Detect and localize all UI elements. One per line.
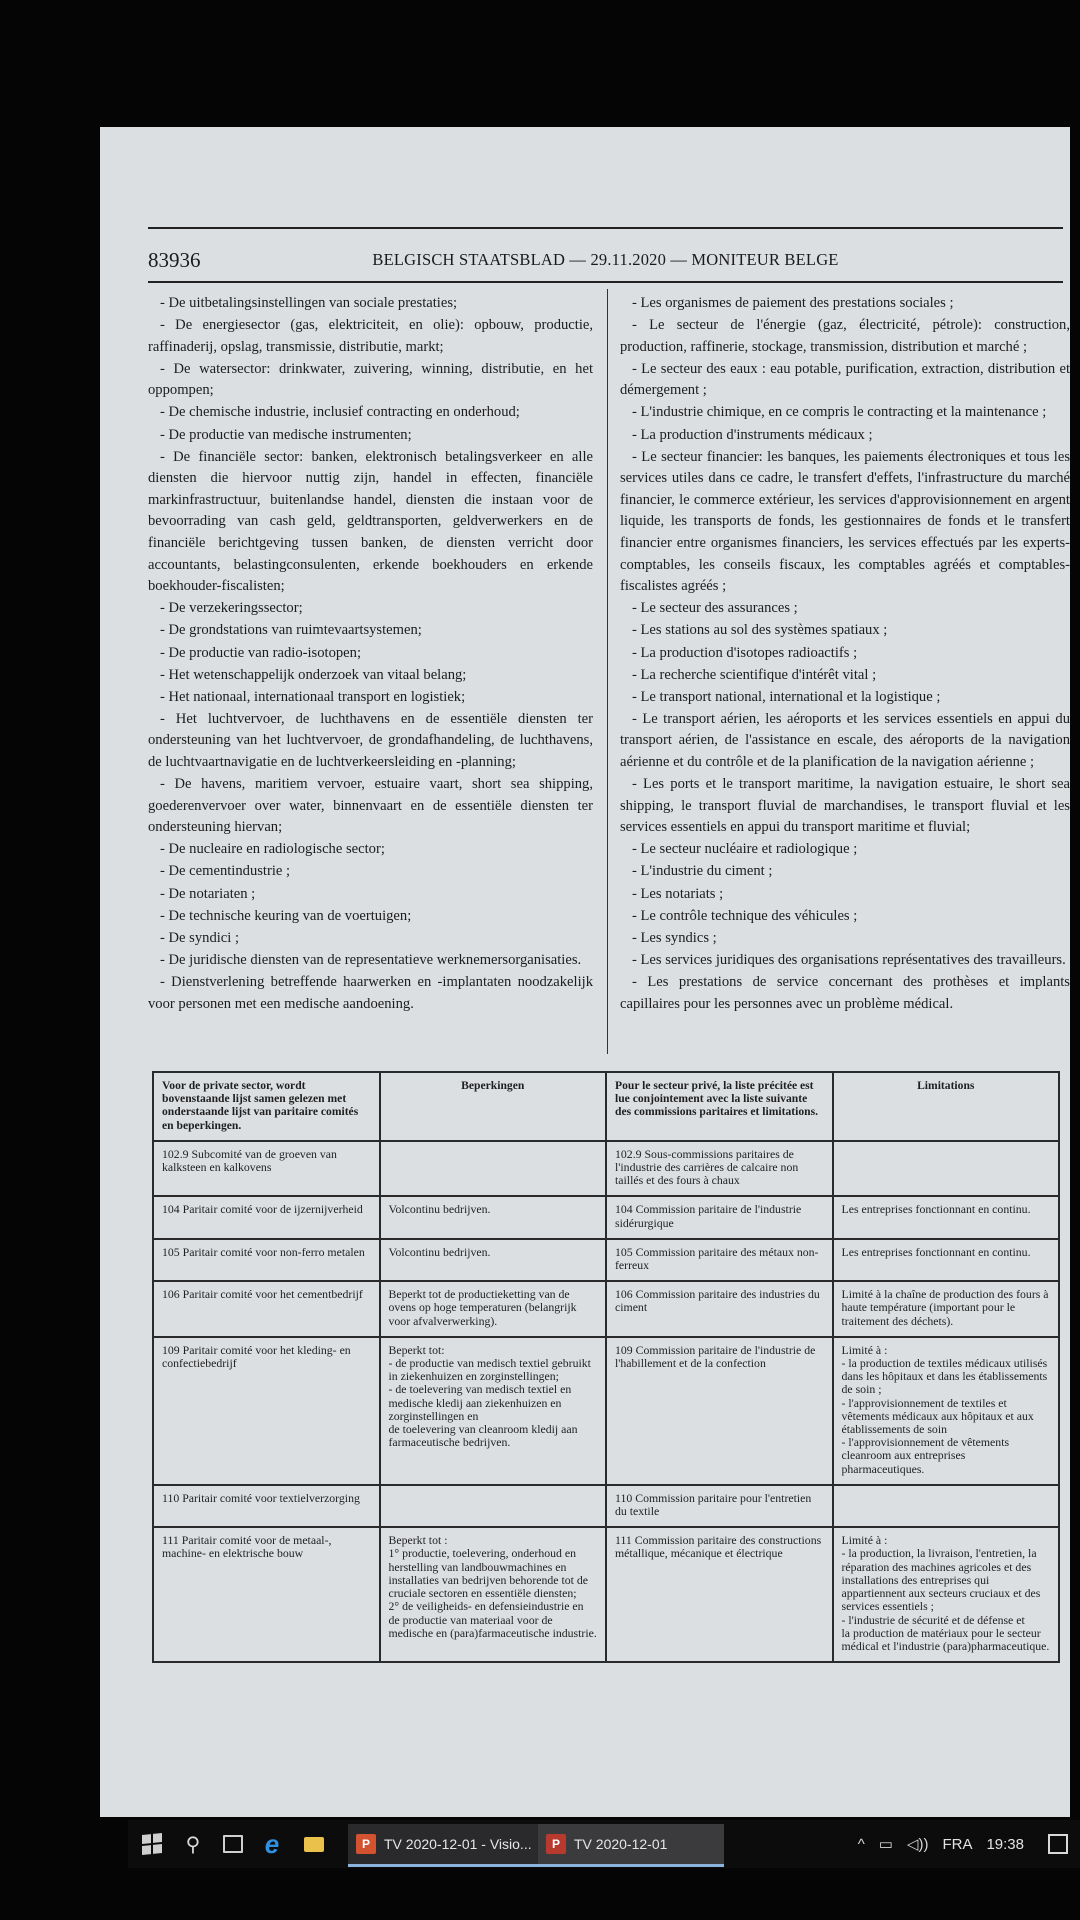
- folder-icon: [304, 1837, 324, 1852]
- list-item: - La production d'isotopes radioactifs ;: [632, 644, 858, 661]
- page-number: 83936: [148, 248, 201, 272]
- table-cell: [380, 1527, 607, 1662]
- table-header: Pour le secteur privé, la liste précitée est lue conjointement avec la liste suivante des commissions paritaires et limitations.: [606, 1072, 833, 1141]
- table-row: [153, 1141, 1059, 1197]
- table-cell-line: 102.9 Subcomité van de groeven van kalksteen en kalkovens: [162, 1146, 337, 1175]
- table-cell: [833, 1337, 1060, 1485]
- table-cell: [606, 1337, 833, 1485]
- list-item: - Les ports et le transport maritime, la navigation estuaire, le short sea shipping, le transport fluvial de marchandises, le transport fluvial et les services essentiels en appui du transport maritime et fluvial;: [620, 776, 1070, 836]
- list-item: - Les prestations de service concernant des prothèses et implants capillaires pour les personnes avec un problème médical.: [620, 973, 1070, 1012]
- table-cell-line: 105 Paritair comité voor non-ferro metalen: [162, 1244, 365, 1259]
- list-item: - De uitbetalingsinstellingen van sociale prestaties;: [160, 295, 458, 311]
- french-column: [620, 293, 1070, 1015]
- list-item: - Le contrôle technique des véhicules ;: [632, 907, 858, 924]
- table-cell: [606, 1141, 833, 1197]
- table-row: [153, 1337, 1059, 1485]
- table-cell-line: 105 Commission paritaire des métaux non-ferreux: [615, 1244, 819, 1273]
- taskbar-app-label: TV 2020-12-01: [574, 1836, 668, 1852]
- table-cell-line: 104 Commission paritaire de l'industrie sidérurgique: [615, 1202, 802, 1230]
- list-item: - De productie van radio-isotopen;: [160, 644, 362, 661]
- header-bottom-rule: [148, 281, 1063, 283]
- list-item: - Les notariats ;: [632, 885, 724, 902]
- list-item: - Le secteur financier: les banques, les paiements électroniques et tous les services utiles dans ce cadre, le transfert d'effets, l'infrastructure du marché financier, le commerce extérieur, les services d'approvisionnement en argent liquide, les transports de fonds, les gestionnaires de fonds et le transfert financier entre organismes financiers, les services effectués par les experts-comptables, les conseils fiscaux, les comptables agréés et comptables-fiscalistes agréés ;: [620, 448, 1070, 595]
- list-item: - L'industrie chimique, en ce compris le contracting et la maintenance ;: [632, 404, 1047, 421]
- list-item: - De grondstations van ruimtevaartsystemen;: [160, 622, 422, 639]
- search-icon[interactable]: ⚲: [185, 1833, 201, 1856]
- list-item: - De watersector: drinkwater, zuivering, winning, distributie, en het oppompen;: [148, 360, 593, 399]
- table-cell: [606, 1527, 833, 1662]
- task-view-icon: [223, 1835, 243, 1853]
- table-cell: [380, 1281, 607, 1337]
- table-cell-line: 111 Paritair comité voor de metaal-, machine- en elektrische bouw: [162, 1533, 332, 1561]
- table-cell: [380, 1485, 607, 1527]
- table-cell-line: Les entreprises fonctionnant en continu.: [841, 1202, 1031, 1217]
- table-cell: [833, 1527, 1060, 1662]
- table-cell: [380, 1196, 607, 1238]
- table-cell: [606, 1196, 833, 1238]
- system-tray: [858, 1820, 1024, 1868]
- table-row: [153, 1485, 1059, 1527]
- taskbar-app-pdf[interactable]: [538, 1824, 724, 1867]
- list-item: - De havens, maritiem vervoer, estuaire vaart, short sea shipping, goederenvervoer over water, binnenvaart en de essentiële diensten ter ondersteuning hiervan;: [148, 776, 593, 836]
- table-row: [153, 1239, 1059, 1281]
- document-page: [100, 127, 1070, 1817]
- list-item: - Les stations au sol des systèmes spatiaux ;: [632, 622, 888, 639]
- edge-browser-icon[interactable]: e: [264, 1828, 280, 1859]
- list-item: - Le secteur nucléaire et radiologique ;: [632, 841, 858, 858]
- table-cell-line: 102.9 Sous-commissions paritaires de l'industrie des carrières de calcaire non taillés et des fours à chaux: [615, 1146, 799, 1188]
- table-cell: [606, 1281, 833, 1337]
- table-cell-line: Beperkt tot :: [388, 1533, 448, 1548]
- table-cell: [833, 1485, 1060, 1527]
- table-cell-line: la production de matériaux pour le secteur médical et l'industrie (para)pharmaceutique.: [841, 1625, 1050, 1653]
- visio-app-icon: P: [356, 1834, 376, 1854]
- table-cell-line: Volcontinu bedrijven.: [388, 1202, 491, 1217]
- list-item: - De verzekeringssector;: [160, 600, 303, 617]
- table-row: [153, 1281, 1059, 1337]
- table-cell-line: 109 Paritair comité voor het kleding- en confectiebedrijf: [162, 1342, 351, 1371]
- table-cell-line: - l'approvisionnement de textiles et vêtements médicaux aux hôpitaux et aux établissements de soin: [841, 1395, 1034, 1437]
- table-cell: [153, 1337, 380, 1485]
- list-item: - Het nationaal, internationaal transport en logistiek;: [160, 688, 466, 705]
- table-cell-line: 104 Paritair comité voor de ijzernijverheid: [162, 1202, 363, 1217]
- table-cell-line: Volcontinu bedrijven.: [388, 1244, 491, 1259]
- volume-icon[interactable]: ◁)): [906, 1836, 929, 1853]
- table-cell-line: 106 Paritair comité voor het cementbedrijf: [162, 1287, 363, 1302]
- list-item: - Het wetenschappelijk onderzoek van vitaal belang;: [160, 666, 467, 683]
- table-cell: [833, 1281, 1060, 1337]
- list-item: - L'industrie du ciment ;: [632, 863, 773, 880]
- battery-icon[interactable]: ▭: [878, 1836, 893, 1853]
- list-item: - De cementindustrie ;: [160, 863, 291, 880]
- table-cell-line: 110 Paritair comité voor textielverzorging: [162, 1490, 360, 1505]
- table-row: [153, 1527, 1059, 1662]
- list-item: - De technische keuring van de voertuigen;: [160, 907, 412, 924]
- list-item: - De chemische industrie, inclusief contracting en onderhoud;: [160, 404, 520, 421]
- journal-title: BELGISCH STAATSBLAD — 29.11.2020 — MONITEUR BELGE: [372, 250, 839, 269]
- table-cell-line: - la production, la livraison, l'entretien, la réparation des machines agricoles et des installations des entreprises qui appartiennent aux secteurs cruciaux et des services essentiels ;: [841, 1546, 1041, 1614]
- list-item: - Dienstverlening betreffende haarwerken en -implantaten noodzakelijk voor personen met een medische aandoening.: [148, 973, 593, 1012]
- table-cell: [380, 1141, 607, 1197]
- table-cell: [153, 1281, 380, 1337]
- table-cell: [380, 1239, 607, 1281]
- table-header: Limitations: [833, 1072, 1060, 1141]
- table-cell-line: de toelevering van cleanroom kledij aan farmaceutische bedrijven.: [388, 1422, 578, 1450]
- table-cell-line: 110 Commission paritaire pour l'entretien du textile: [615, 1490, 812, 1519]
- pdf-app-icon: P: [546, 1834, 566, 1854]
- table-cell: [833, 1141, 1060, 1197]
- list-item: - La production d'instruments médicaux ;: [632, 426, 873, 443]
- table-header-row: [153, 1072, 1059, 1141]
- start-button[interactable]: [140, 1832, 164, 1856]
- list-item: - Les organismes de paiement des prestations sociales ;: [632, 295, 954, 311]
- list-item: - De energiesector (gas, elektriciteit, en olie): opbouw, productie, raffinaderij, opslag, transmissie, distributie, markt;: [148, 317, 593, 355]
- paritair-comite-table: [152, 1071, 1060, 1663]
- task-view-button[interactable]: [220, 1832, 246, 1856]
- header-top-rule: [148, 227, 1063, 229]
- table-cell: [606, 1239, 833, 1281]
- notification-center-icon[interactable]: [1048, 1834, 1068, 1854]
- table-cell-line: Beperkt tot de productieketting van de ovens op hoge temperaturen (belangrijk voor afvalverwerking).: [388, 1287, 577, 1328]
- list-item: - De financiële sector: banken, elektronisch betalingsverkeer en alle diensten die hiervoor nuttig zijn, handel in effecten, financiële markinfrastructuur, buitenlandse handel, diensten die instaan voor de bevoorrading van cash geld, geldtransporten, geldverwerkers en de financiële berichtgeving tussen banken, de diensten verricht door accountants, belastingconsulenten, erkende boekhouders en erkende boekhouder-fiscalisten;: [148, 448, 593, 595]
- list-item: - De juridische diensten van de representatieve werknemersorganisaties.: [160, 951, 582, 968]
- dutch-column: [148, 293, 593, 1015]
- table-cell-line: Beperkt tot:: [388, 1342, 445, 1357]
- table-cell: [833, 1239, 1060, 1281]
- windows-logo-icon: [142, 1833, 162, 1855]
- table-header: Voor de private sector, wordt bovenstaande lijst samen gelezen met onderstaande lijst van paritaire comités en beperkingen.: [153, 1072, 380, 1141]
- list-item: - De syndici ;: [160, 929, 240, 946]
- taskbar-app-visio[interactable]: [348, 1824, 544, 1867]
- page-header: [148, 240, 1063, 280]
- table-cell-line: Limité à la chaîne de production des fours à haute température (important pour le traitement des déchets).: [841, 1287, 1049, 1328]
- table-row: [153, 1196, 1059, 1238]
- table-cell: [153, 1196, 380, 1238]
- list-item: - De nucleaire en radiologische sector;: [160, 841, 385, 858]
- table-cell: [833, 1196, 1060, 1238]
- table-body: [153, 1141, 1059, 1662]
- taskbar-app-label: TV 2020-12-01 - Visio...: [384, 1836, 532, 1852]
- list-item: - Le secteur de l'énergie (gaz, électricité, pétrole): construction, production, raffinerie, stockage, transmission, distribution et marché ;: [620, 317, 1070, 355]
- table-cell-line: - l'approvisionnement de vêtements cleanroom aux entreprises pharmaceutiques.: [841, 1435, 1010, 1476]
- table-cell-line: - l'industrie de sécurité et de défense et: [841, 1612, 1025, 1627]
- file-explorer-button[interactable]: [300, 1832, 328, 1856]
- table-cell-line: Les entreprises fonctionnant en continu.: [841, 1244, 1031, 1259]
- list-item: - Het luchtvervoer, de luchthavens en de essentiële diensten ter ondersteuning van het luchtvervoer, de grondafhandeling, de luchthavens, de luchtvaartnavigatie en de luchtverkeersleiding en -planning;: [148, 710, 593, 770]
- column-divider: [607, 289, 608, 1054]
- list-item: - Le secteur des assurances ;: [632, 600, 798, 617]
- list-item: - La recherche scientifique d'intérêt vital ;: [632, 666, 877, 683]
- table-cell-line: 1° productie, toelevering, onderhoud en herstelling van landbouwmachines en installaties van bedrijven behorende tot de cruciale sectoren en essentiële diensten;: [388, 1546, 588, 1601]
- clock[interactable]: 19:38: [986, 1835, 1024, 1853]
- table-cell-line: 106 Commission paritaire des industries du ciment: [615, 1287, 820, 1315]
- table-cell: [380, 1337, 607, 1485]
- windows-taskbar: [128, 1820, 1080, 1868]
- table-cell-line: de productie van materiaal voor de medische en (para)farmaceutische industrie.: [388, 1612, 597, 1640]
- table-cell-line: 2° de veiligheids- en defensieindustrie en: [388, 1599, 584, 1614]
- list-item: - Le secteur des eaux : eau potable, purification, extraction, distribution et démergement ;: [620, 360, 1070, 399]
- table-cell: [153, 1239, 380, 1281]
- table-header: Beperkingen: [380, 1072, 607, 1141]
- table-cell-line: - la production de textiles médicaux utilisés dans les hôpitaux et dans les établissements de soin ;: [841, 1356, 1048, 1397]
- list-item: - Les services juridiques des organisations représentatives des travailleurs.: [632, 951, 1066, 968]
- table-cell: [606, 1485, 833, 1527]
- list-item: - De notariaten ;: [160, 885, 256, 902]
- table-cell-line: Limité à :: [841, 1342, 888, 1357]
- show-hidden-icons-chevron-icon[interactable]: ^: [857, 1835, 865, 1853]
- list-item: - De productie van medische instrumenten;: [160, 426, 412, 443]
- table-cell-line: - de toelevering van medisch textiel en medische kledij aan ziekenhuizen en zorginstellingen en: [388, 1382, 572, 1423]
- table-cell-line: 109 Commission paritaire de l'industrie de l'habillement et de la confection: [615, 1342, 816, 1371]
- table-cell-line: Limité à :: [841, 1533, 888, 1548]
- list-item: - Le transport national, international et la logistique ;: [632, 688, 941, 705]
- table-cell: [153, 1485, 380, 1527]
- table-cell: [153, 1141, 380, 1197]
- table-cell-line: - de productie van medisch textiel gebruikt in ziekenhuizen en zorginstellingen;: [388, 1356, 591, 1384]
- input-language[interactable]: FRA: [942, 1835, 973, 1853]
- table-cell-line: 111 Commission paritaire des constructions métallique, mécanique et électrique: [615, 1533, 822, 1561]
- list-item: - Les syndics ;: [632, 929, 717, 946]
- list-item: - Le transport aérien, les aéroports et les services essentiels en appui du transport aérien, de l'assistance en escale, des aéroports de la navigation aérienne et du contrôle et de la planification de la navigation aérienne ;: [620, 710, 1070, 770]
- table-cell: [153, 1527, 380, 1662]
